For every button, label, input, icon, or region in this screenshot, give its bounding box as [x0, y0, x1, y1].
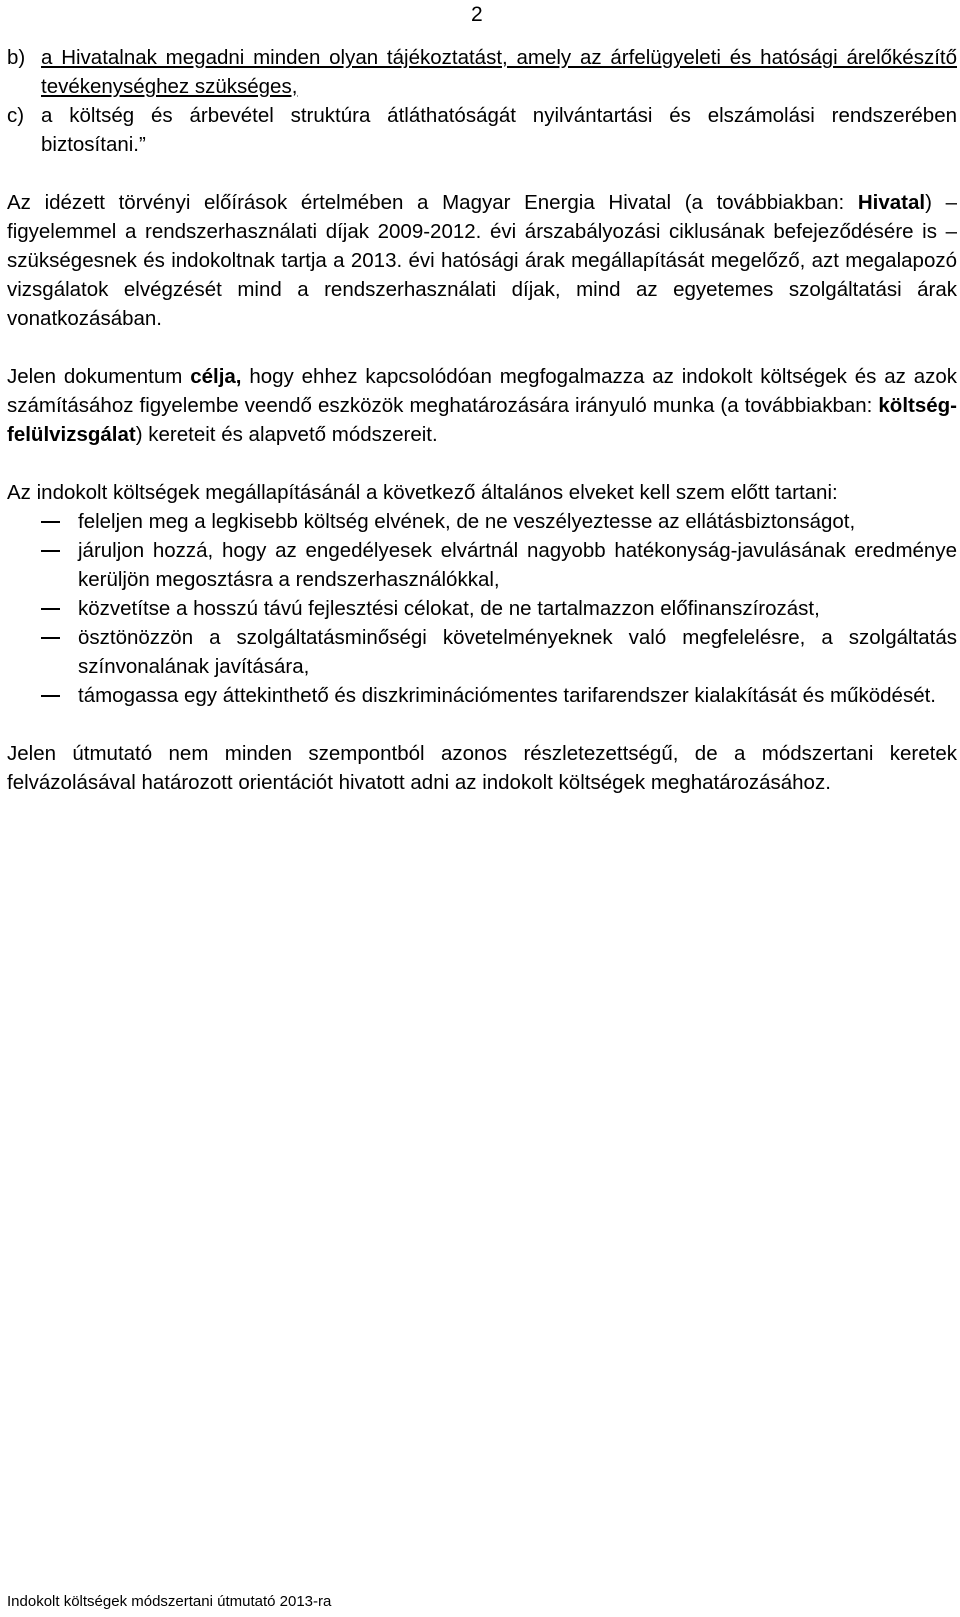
- document-body: [7, 43, 957, 797]
- list-item: [7, 536, 957, 594]
- paragraph-purpose-bold1: célja,: [190, 365, 242, 388]
- dash-bullet-icon: [7, 623, 78, 652]
- paragraph-purpose-part2: hogy ehhez kapcsolódóan megfogalmazza az indokolt költségek és az azok számításához figyelembe veendő eszközök meghatározására irányuló munka (a továbbiakban:: [7, 365, 957, 417]
- paragraph-closing: Jelen útmutató nem minden szempontból azonos részletezettségű, de a módszertani keretek felvázolásával határozott orientációt hivatott adni az indokolt költségek meghatározásához.: [7, 742, 957, 794]
- paragraph-purpose-part3: ) kereteit és alapvető módszereit.: [135, 423, 438, 446]
- page-footer: Indokolt költségek módszertani útmutató 2013-ra: [7, 1593, 332, 1610]
- paragraph-purpose: [7, 362, 957, 449]
- list-item: [7, 623, 957, 681]
- list-item-text: feleljen meg a legkisebb költség elvének, de ne veszélyeztesse az ellátásbiztonságot,: [78, 510, 856, 533]
- page-number: 2: [471, 3, 483, 26]
- list-item-text: közvetítse a hosszú távú fejlesztési célokat, de ne tartalmazzon előfinanszírozást,: [78, 597, 820, 620]
- paragraph-principles-intro: Az indokolt költségek megállapításánál a következő általános elveket kell szem előtt tartani:: [7, 481, 838, 504]
- list-item: [7, 594, 957, 623]
- list-marker: b): [7, 46, 26, 69]
- list-item-text: a Hivatalnak megadni minden olyan tájékoztatást, amely az árfelügyeleti és hatósági árelőkészítő tevékenységhez szükséges,: [41, 46, 957, 98]
- list-item-b: [7, 43, 957, 101]
- list-item: [7, 681, 957, 710]
- dash-bullet-icon: [7, 507, 78, 536]
- paragraph-intro-part1: Az idézett törvényi előírások értelmében a Magyar Energia Hivatal (a továbbiakban:: [7, 191, 858, 214]
- paragraph-purpose-bold2: költség-felülvizsgálat: [7, 394, 957, 446]
- dash-bullet-icon: [7, 681, 78, 710]
- list-item-text: járuljon hozzá, hogy az engedélyesek elvártnál nagyobb hatékonyság-javulásának eredménye kerüljön megosztásra a rendszerhasználókkal,: [78, 539, 957, 591]
- list-item: [7, 507, 957, 536]
- paragraph-intro-bold: Hivatal: [857, 191, 926, 214]
- paragraph-intro: [7, 188, 957, 333]
- principles-list: [7, 507, 957, 710]
- list-item-c: [7, 101, 957, 159]
- list-marker: c): [7, 104, 25, 127]
- list-item-text: ösztönözzön a szolgáltatásminőségi követelményeknek való megfelelésre, a szolgáltatás színvonalának javítására,: [78, 626, 957, 678]
- list-item-text: támogassa egy áttekinthető és diszkriminációmentes tarifarendszer kialakítását és működését.: [78, 684, 936, 707]
- dash-bullet-icon: [7, 536, 78, 565]
- dash-bullet-icon: [7, 594, 78, 623]
- list-item-text: a költség és árbevétel struktúra átláthatóságát nyilvántartási és elszámolási rendszerében biztosítani.”: [41, 104, 957, 156]
- paragraph-intro-part2: ) – figyelemmel a rendszerhasználati díjak 2009-2012. évi árszabályozási ciklusának befejeződésére is – szükségesnek és indokoltnak tartja a 2013. évi hatósági árak megállapítását megelőző, azt megalapozó vizsgálatok elvégzését mind a rendszerhasználati díjak, mind az egyetemes szolgáltatási árak vonatkozásában.: [7, 191, 957, 330]
- paragraph-purpose-part1: Jelen dokumentum: [7, 365, 191, 388]
